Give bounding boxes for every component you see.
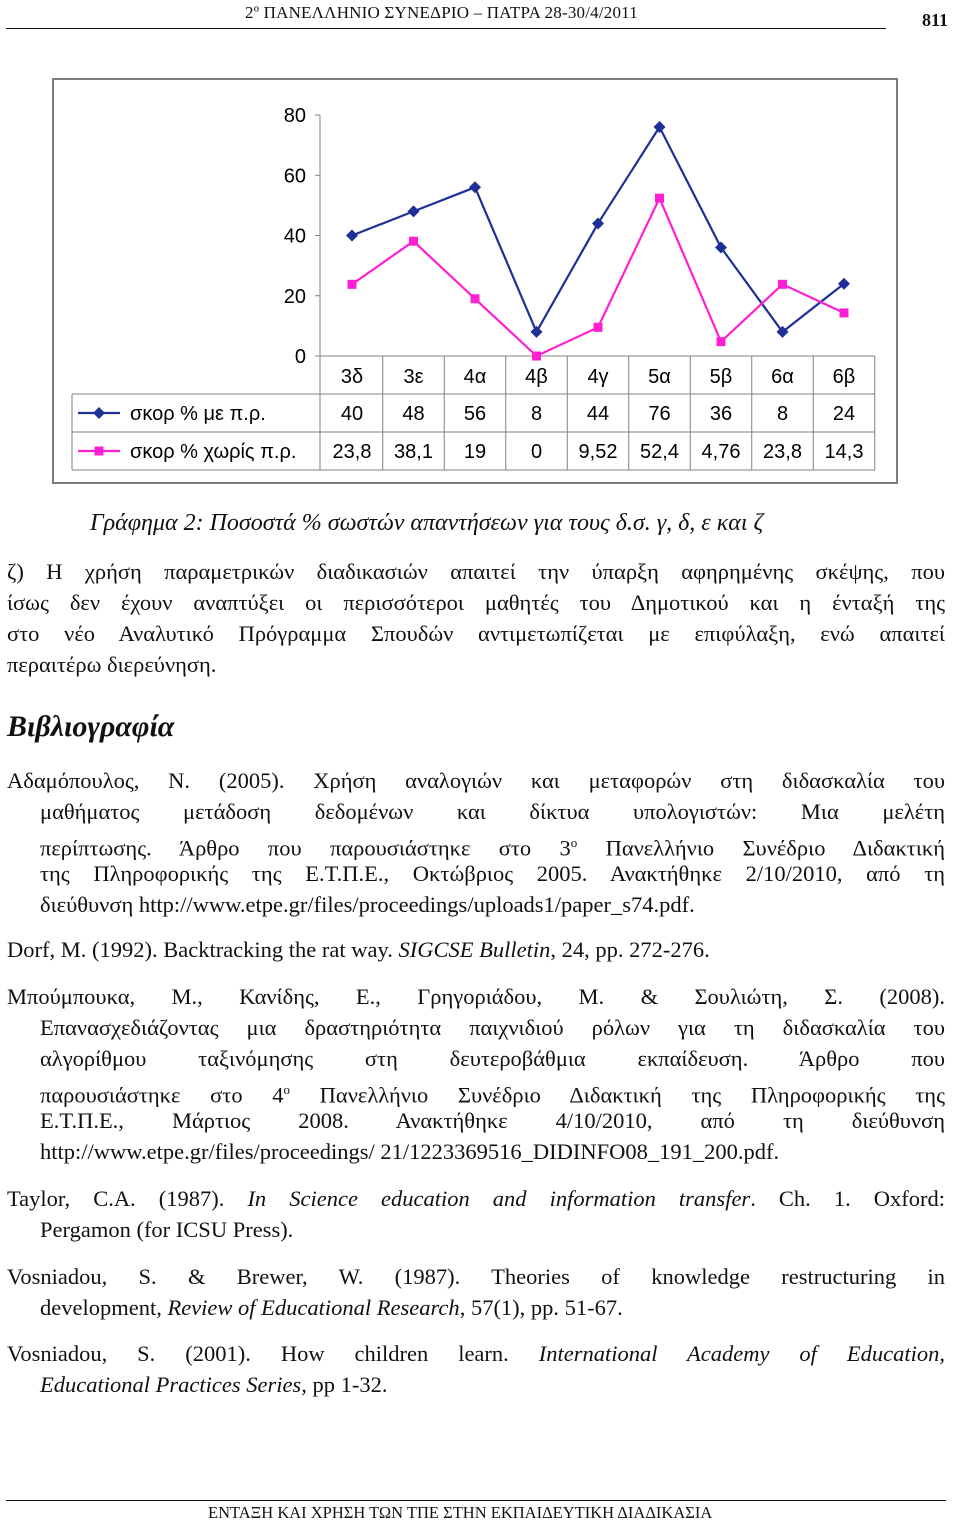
legend-label: σκορ % με π.ρ. — [130, 403, 266, 425]
reference-line — [7, 1292, 945, 1323]
data-point-marker — [348, 280, 357, 289]
reference-line: Μπούμπουκα, Μ., Κανίδης, Ε., Γρηγοριάδου, Μ. & Σουλιώτη, Σ. (2008). — [7, 984, 945, 1009]
footer-rule — [6, 1500, 946, 1501]
data-table-value: 19 — [463, 441, 487, 463]
reference-text: Πανελλήνιο Συνέδριο Διδακτική της Πληροφορικής της — [290, 1082, 945, 1108]
journal-title: SIGCSE Bulletin — [398, 937, 551, 962]
data-table-value: 48 — [402, 403, 425, 425]
reference-text: Taylor, C.A. (1987). — [7, 1186, 248, 1211]
data-point-marker — [532, 352, 541, 361]
x-category-label: 6α — [771, 366, 794, 388]
x-category-label: 5β — [709, 366, 733, 388]
data-point-marker — [778, 280, 787, 289]
data-point-marker — [840, 308, 849, 317]
bibliography-heading: Βιβλιογραφία — [7, 710, 175, 743]
data-point-marker — [717, 337, 726, 346]
data-table-value: 36 — [709, 403, 733, 425]
journal-title: Review of Educational Research — [167, 1295, 460, 1320]
data-table-value: 23,8 — [763, 441, 802, 463]
running-footer: ΕΝΤΑΞΗ ΚΑΙ ΧΡΗΣΗ ΤΩΝ ΤΠΕ ΣΤΗΝ ΕΚΠΑΙΔΕΥΤΙΚΗ ΔΙΑΔΙΚΑΣΙΑ — [208, 1503, 713, 1522]
data-table-value: 52,4 — [640, 441, 679, 463]
reference-text: περίπτωσης. Άρθρο που παρουσιάστηκε στο 3 — [40, 835, 571, 861]
legend-label: σκορ % χωρίς π.ρ. — [130, 441, 297, 463]
data-point-marker — [655, 194, 664, 203]
reference-taylor — [7, 1183, 945, 1245]
reference-text: , 57(1), pp. 51-67. — [459, 1295, 623, 1320]
running-header — [0, 0, 960, 40]
paragraph-z — [7, 556, 945, 680]
reference-line — [7, 934, 945, 965]
data-table-value: 56 — [463, 403, 487, 425]
reference-line: διεύθυνση http://www.etpe.gr/files/proceedings/uploads1/paper_s74.pdf. — [40, 892, 695, 917]
header-rule — [6, 28, 886, 29]
reference-text: . Ch. 1. Oxford: — [750, 1186, 945, 1211]
figure-caption: Γράφημα 2: Ποσοστά % σωστών απαντήσεων για τους δ.σ. γ, δ, ε και ζ — [90, 510, 764, 536]
paragraph-line: ζ) Η χρήση παραμετρικών διαδικασιών απαιτεί την ύπαρξη αφηρημένης σκέψης, που — [7, 559, 945, 584]
data-table-value: 44 — [586, 403, 610, 425]
reference-vosniadou-2001 — [7, 1338, 945, 1400]
reference-adamopoulos — [7, 765, 945, 920]
y-tick-label: 0 — [294, 346, 306, 368]
book-title: In Science education and information transfer — [247, 1186, 751, 1211]
y-tick-label: 20 — [283, 285, 306, 308]
paragraph-line: περαιτέρω διερεύνηση. — [7, 652, 217, 677]
y-tick-label: 60 — [283, 165, 306, 188]
data-point-marker — [469, 181, 481, 193]
data-table-value: 4,76 — [701, 441, 741, 463]
reference-line: http://www.etpe.gr/files/proceedings/ 21/1223369516_DIDINFO08_191_200.pdf. — [40, 1139, 780, 1164]
data-point-marker — [471, 294, 480, 303]
data-point-marker — [531, 326, 543, 338]
data-point-marker — [408, 205, 420, 217]
reference-dorf — [7, 934, 945, 965]
page-number: 811 — [921, 10, 948, 30]
reference-text: Dorf, M. (1992). Backtracking the rat way. — [7, 937, 399, 962]
x-category-label: 3δ — [340, 366, 364, 388]
data-table-value: 24 — [832, 403, 856, 425]
x-category-label: 3ε — [403, 366, 424, 388]
reference-line — [7, 1074, 945, 1108]
reference-line: Ε.Τ.Π.Ε., Μάρτιος 2008. Ανακτήθηκε 4/10/2010, από τη διεύθυνση — [40, 1108, 945, 1133]
data-table-value: 23,8 — [332, 441, 372, 463]
x-category-label: 5α — [648, 366, 671, 388]
line-chart — [52, 78, 898, 484]
x-category-label: 4α — [463, 366, 487, 388]
reference-line — [7, 1338, 945, 1369]
reference-text: , 24, pp. 272-276. — [550, 937, 710, 962]
data-table-value: 38,1 — [394, 441, 433, 463]
x-category-label: 4γ — [587, 366, 609, 388]
data-point-marker — [409, 237, 418, 246]
legend-marker — [95, 447, 104, 456]
data-table-value: 9,52 — [578, 441, 618, 463]
reference-text: pp 1-32. — [306, 1372, 388, 1397]
chart-canvas — [54, 80, 896, 482]
paragraph-line: ίσως δεν έχουν αναπτύξει οι περισσότεροι μαθητές του Δημοτικού και η ένταξή της — [7, 590, 945, 615]
reference-line: μαθήματος μετάδοση δεδομένων και δίκτυα υπολογιστών: Μια μελέτη — [40, 799, 945, 824]
data-table-value: 40 — [340, 403, 364, 425]
publisher-name: International Academy of Education, — [538, 1341, 945, 1366]
reference-line: Pergamon (for ICSU Press). — [40, 1217, 294, 1242]
reference-line: αλγορίθμου ταξινόμησης στη δευτεροβάθμια εκπαίδευση. Άρθρο που — [40, 1046, 945, 1071]
y-tick-label: 40 — [283, 225, 306, 248]
series-line — [352, 127, 844, 332]
reference-text: παρουσιάστηκε στο 4 — [40, 1082, 284, 1108]
legend-marker — [93, 407, 105, 419]
superscript: ο — [283, 1082, 290, 1097]
reference-line — [7, 1183, 945, 1214]
reference-line: Επανασχεδιάζοντας μια δραστηριότητα παιχνιδιού ρόλων για τη διδασκαλία του — [40, 1015, 945, 1040]
reference-line — [7, 1369, 945, 1400]
series-name: Educational Practices Series, — [40, 1372, 307, 1397]
reference-text: Vosniadou, S. (2001). How children learn. — [7, 1341, 539, 1366]
data-point-marker — [594, 323, 603, 332]
data-point-marker — [654, 121, 666, 133]
data-point-marker — [346, 230, 358, 242]
y-tick-label: 80 — [283, 105, 306, 127]
data-table-value: 76 — [648, 403, 671, 425]
data-point-marker — [592, 217, 604, 229]
reference-line: Αδαμόπουλος, Ν. (2005). Χρήση αναλογιών και μεταφορών στη διδασκαλία του — [7, 768, 945, 793]
reference-text: development, — [40, 1295, 168, 1320]
reference-line: Vosniadou, S. & Brewer, W. (1987). Theories of knowledge restructuring in — [7, 1264, 945, 1289]
reference-line — [7, 827, 945, 861]
reference-boumpouka — [7, 981, 945, 1167]
data-table-value: 8 — [776, 403, 789, 425]
superscript: ο — [570, 835, 578, 850]
data-table-value: 0 — [530, 441, 543, 463]
reference-text: Πανελλήνιο Συνέδριο Διδακτική — [577, 835, 945, 861]
conference-title: 2º ΠΑΝΕΛΛΗΝΙΟ ΣΥΝΕΔΡΙΟ – ΠΑΤΡΑ 28-30/4/2011 — [245, 3, 638, 22]
paragraph-line: στο νέο Αναλυτικό Πρόγραμμα Σπουδών αντιμετωπίζεται με επιφύλαξη, ενώ απαιτεί — [7, 621, 945, 646]
data-table-value: 8 — [530, 403, 543, 425]
data-table-value: 14,3 — [824, 441, 864, 463]
reference-vosniadou-brewer — [7, 1261, 945, 1323]
reference-line: της Πληροφορικής της Ε.Τ.Π.Ε., Οκτώβριος 2005. Ανακτήθηκε 2/10/2010, από τη — [40, 861, 945, 886]
x-category-label: 6β — [832, 366, 856, 388]
x-category-label: 4β — [525, 366, 548, 388]
